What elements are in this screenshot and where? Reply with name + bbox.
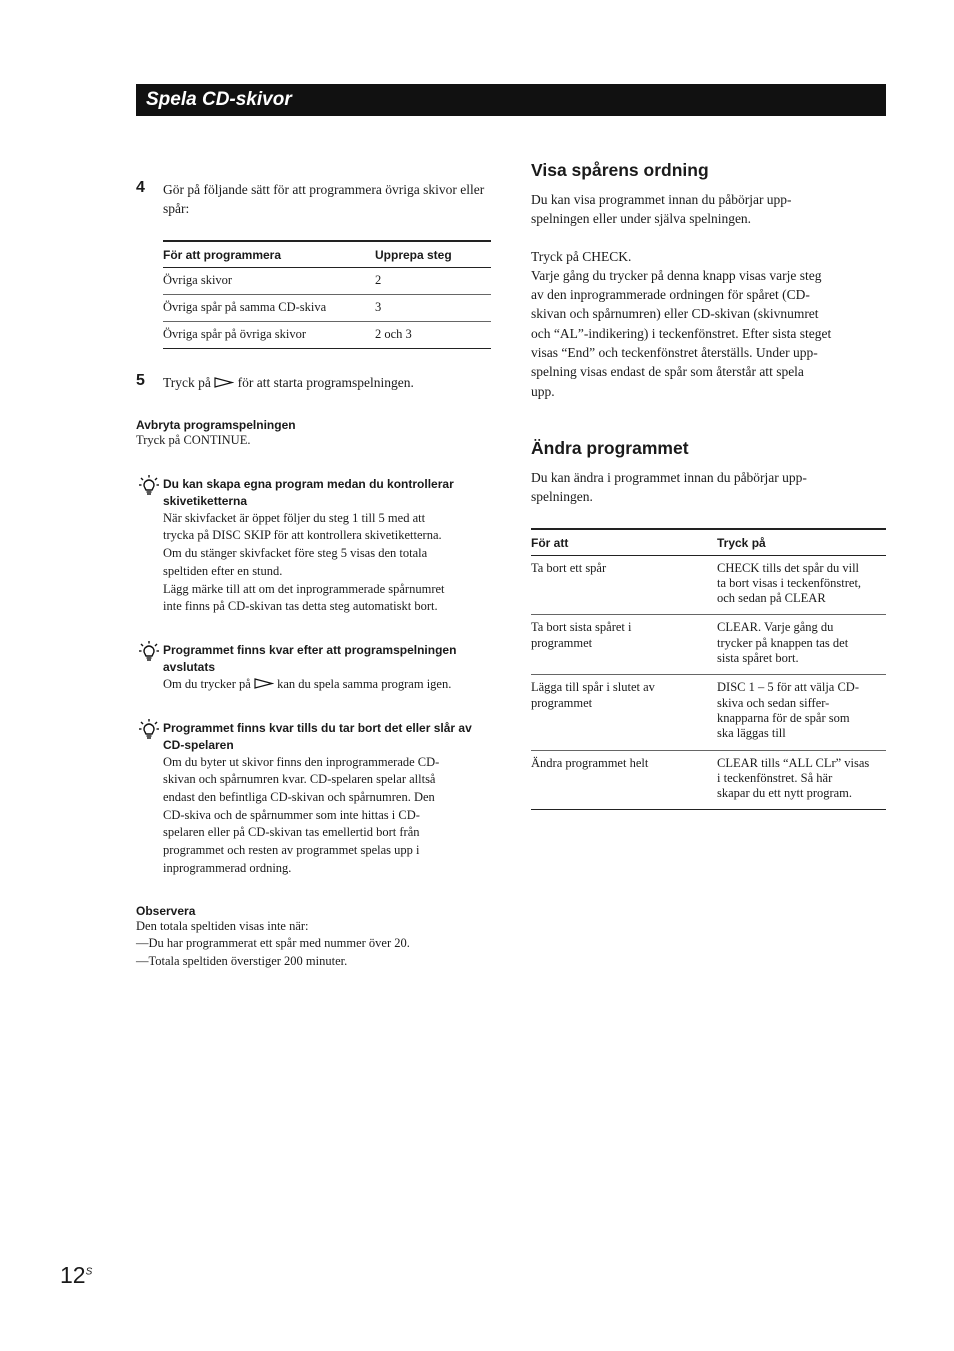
cancel-title: Avbryta programspelningen <box>136 418 296 432</box>
table-cell: CLEAR tills “ALL CLr” visas i teckenfönstret. Så här skapar du ett nytt program. <box>717 755 870 801</box>
table-cell: Ta bort sista spåret i programmet <box>531 615 717 675</box>
table-cell: Ändra programmet helt <box>531 755 649 770</box>
note-line: Den totala speltiden visas inte när: <box>136 918 309 933</box>
section-body: Tryck på CHECK. Varje gång du trycker på denna knapp visas varje steg av den inprogrammerade ordningen för spåret (CD- skivan och spårnumren) eller CD-skivan (skivnumret och “AL”-indikering) i teckenfönstret. Efter sista steget visas “End” och teckenfönstret återställs. Under upp- spelning visas endast de spår som återstår att spela upp. <box>531 248 832 399</box>
section-heading: Visa spårens ordning <box>531 160 709 180</box>
tip-2 <box>136 642 492 694</box>
tip-3 <box>136 720 492 878</box>
table-cell: Ta bort ett spår <box>531 555 717 615</box>
table-cell: 3 <box>375 295 491 322</box>
lightbulb-icon <box>138 474 160 496</box>
table-cell: DISC 1 – 5 för att välja CD- skiva och sedan siffer- knapparna för de spår som ska läggas till <box>717 675 886 750</box>
table-cell: Övriga skivor <box>163 268 375 295</box>
step-number: 5 <box>136 372 145 389</box>
table-cell: Övriga spår på samma CD-skiva <box>163 295 375 322</box>
note-line: —Totala speltiden överstiger 200 minuter. <box>136 953 348 968</box>
table-cell: CLEAR. Varje gång du trycker på knappen tas det sista spåret bort. <box>717 615 886 675</box>
table-row <box>163 268 491 295</box>
section-heading: Ändra programmet <box>531 437 689 458</box>
step-number: 4 <box>136 179 145 196</box>
tip-title: Programmet finns kvar tills du tar bort det eller slår av CD-spelaren <box>163 720 472 752</box>
page-title: Spela CD-skivor <box>146 89 292 110</box>
table-cell: 2 och 3 <box>375 327 412 341</box>
table-cell: Övriga spår på övriga skivor <box>163 327 307 341</box>
step-text-after: för att starta programspelningen. <box>234 375 414 390</box>
table-row <box>163 295 491 322</box>
edit-table <box>531 528 886 811</box>
table-header: För att <box>531 529 717 556</box>
tip-body: Om du byter ut skivor finns den inprogrammerade CD- skivan och spårnumren kvar. CD-spelaren spelar alltså endast den befintliga CD-skivan och spårnumren. Den CD-skiva och de spårnummer som inte hittas i CD- spelaren eller på CD-skivan tas emellertid bort från programmet och resten av programmet spelas upp i inprogrammerad ordning. <box>163 754 440 875</box>
tip-body-before: Om du trycker på <box>163 676 254 691</box>
play-icon <box>254 678 274 689</box>
note-title: Observera <box>136 903 196 918</box>
step-text: Gör på följande sätt för att programmera övriga skivor eller spår: <box>163 182 485 216</box>
table-header: Tryck på <box>717 529 886 556</box>
header-bar <box>136 84 886 116</box>
table-row <box>531 555 886 615</box>
tip-body-after: kan du spela samma program igen. <box>273 676 452 691</box>
section-intro: Du kan ändra i programmet innan du påbörjar upp- spelningen. <box>531 469 807 505</box>
left-column <box>136 180 492 971</box>
tip-title: Du kan skapa egna program medan du kontrollerar skivetiketterna <box>163 476 454 508</box>
table-cell: Lägga till spår i slutet av programmet <box>531 675 717 750</box>
note-section <box>136 904 492 971</box>
table-row <box>531 675 886 750</box>
tip-body <box>163 676 492 694</box>
lightbulb-icon <box>138 718 160 740</box>
page-number-value: 12 <box>60 1262 86 1288</box>
step-5 <box>136 373 492 392</box>
cancel-section <box>136 418 492 450</box>
table-header: Upprepa steg <box>375 241 491 268</box>
table-cell: CHECK tills det spår du vill ta bort visas i teckenfönstret, och sedan på CLEAR <box>717 555 886 615</box>
table-row <box>531 615 886 675</box>
page-number-suffix: S <box>85 1266 93 1278</box>
note-line: —Du har programmerat ett spår med nummer över 20. <box>136 936 410 951</box>
play-icon <box>214 377 234 388</box>
tip-title: Programmet finns kvar efter att programspelningen avslutats <box>163 642 457 674</box>
step-text-before: Tryck på <box>163 375 215 390</box>
table-row <box>163 322 491 349</box>
table-cell: 2 <box>375 268 491 295</box>
lightbulb-icon <box>138 640 160 662</box>
right-column <box>531 160 887 810</box>
table-header: För att programmera <box>163 241 375 268</box>
step-4 <box>136 180 492 218</box>
table-row <box>531 750 886 810</box>
tip-body: När skivfacket är öppet följer du steg 1 till 5 med att trycka på DISC SKIP för att kontrollera skivetiketterna. Om du stänger skivfacket före steg 5 visas den totala speltiden efter en stund. Lägg märke till att om det inprogrammerade spårnumret inte finns på CD-skivan tas detta steg automatiskt bort. <box>163 510 445 614</box>
tip-1 <box>136 476 492 616</box>
program-table <box>163 240 491 349</box>
page-number <box>60 1262 92 1289</box>
cancel-text: Tryck på CONTINUE. <box>136 433 251 447</box>
section-intro: Du kan visa programmet innan du påbörjar upp- spelningen eller under själva spelningen. <box>531 192 792 227</box>
